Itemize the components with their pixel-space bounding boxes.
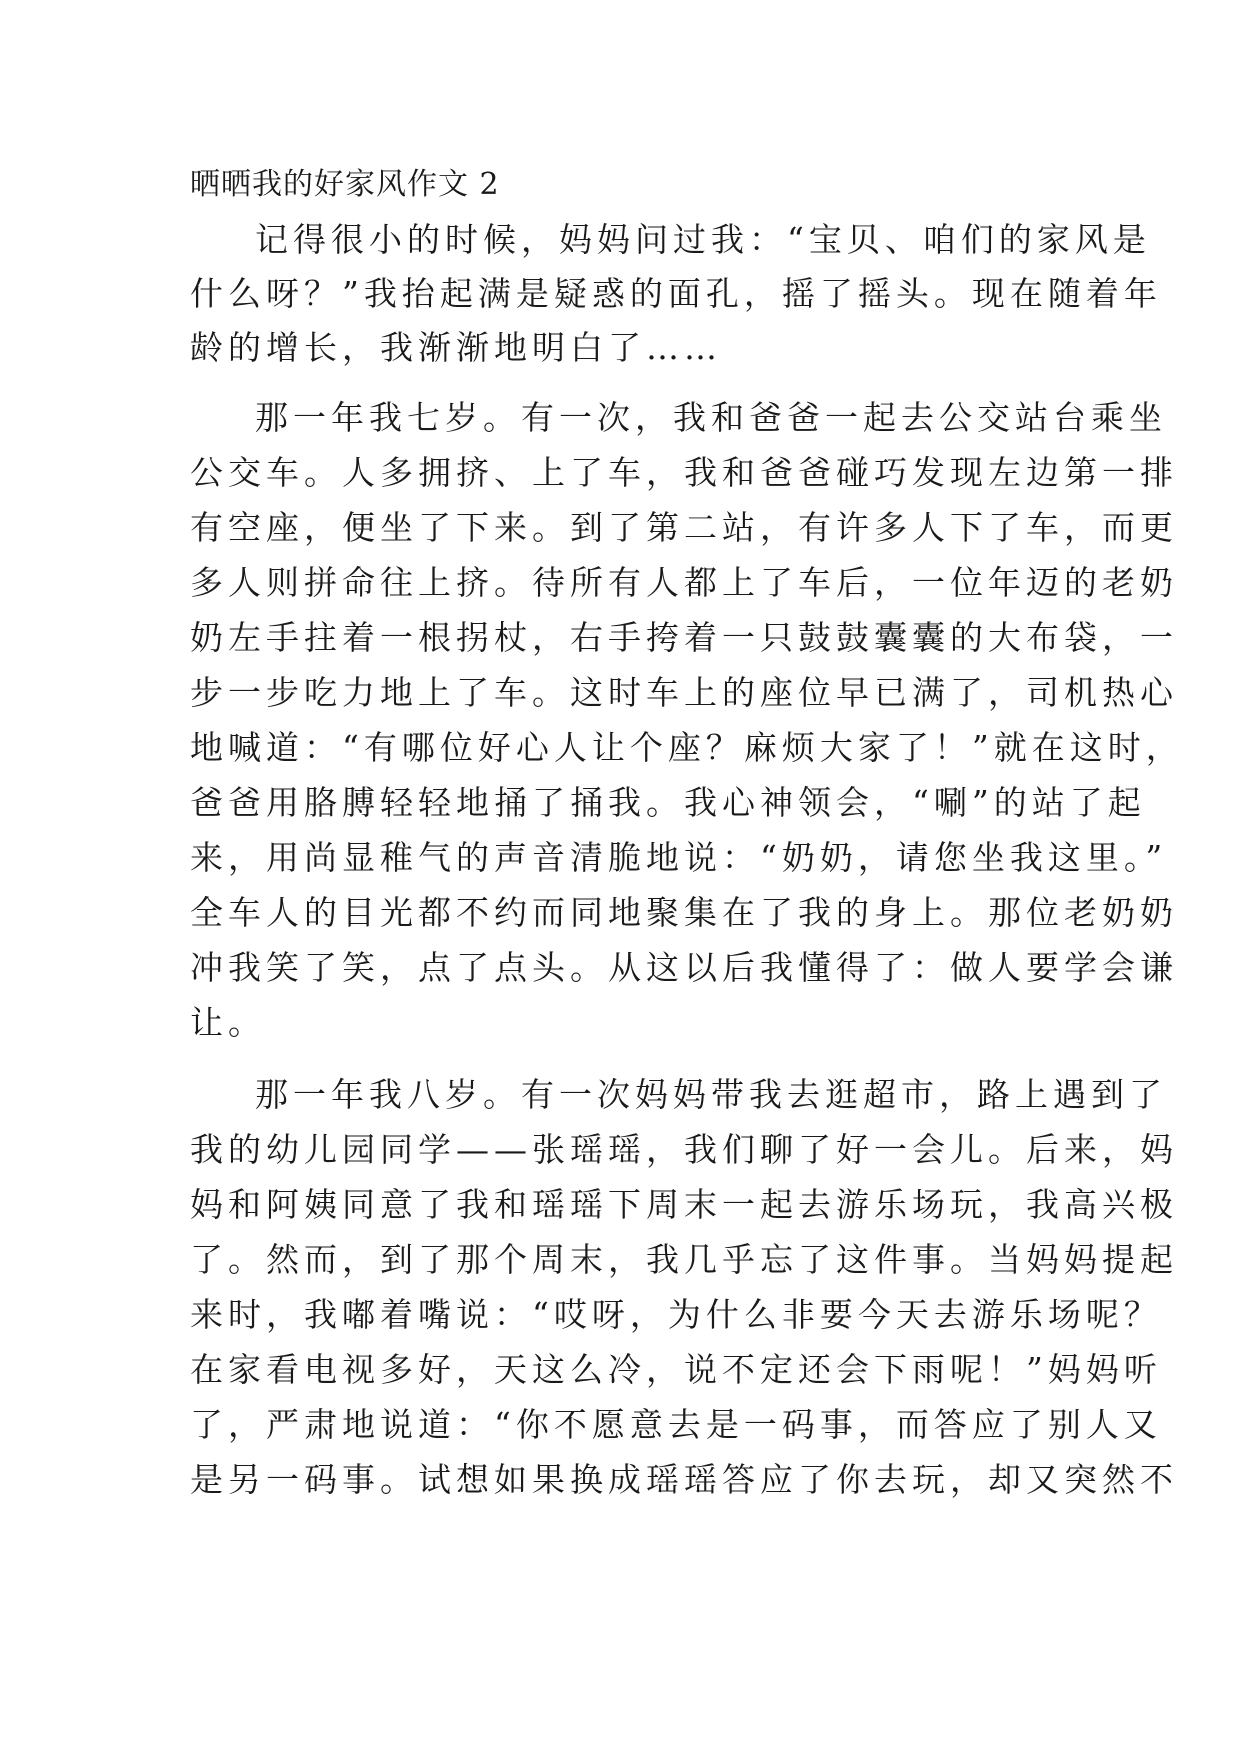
paragraph-line: 有空座，便坐了下来。到了第二站，有许多人下了车，而更 xyxy=(190,508,1178,547)
paragraph-line: 是另一码事。试想如果换成瑶瑶答应了你去玩，却又突然不 xyxy=(190,1460,1178,1499)
paragraph-line: 那一年我七岁。有一次，我和爸爸一起去公交站台乘坐 xyxy=(255,398,1167,437)
paragraph-line: 步一步吃力地上了车。这时车上的座位早已满了，司机热心 xyxy=(190,673,1178,712)
paragraph-line: 妈和阿姨同意了我和瑶瑶下周末一起去游乐场玩，我高兴极 xyxy=(190,1185,1178,1224)
document-title: 晒晒我的好家风作文 2 xyxy=(190,167,500,202)
paragraph-line: 我的幼儿园同学——张瑶瑶，我们聊了好一会儿。后来，妈 xyxy=(190,1130,1178,1169)
paragraph-line: 来，用尚显稚气的声音清脆地说：“奶奶，请您坐我这里。” xyxy=(190,838,1168,877)
paragraph-line: 奶左手拄着一根拐杖，右手挎着一只鼓鼓囊囊的大布袋，一 xyxy=(190,618,1178,657)
paragraph-line: 在家看电视多好，天这么冷，说不定还会下雨呢！”妈妈听 xyxy=(190,1350,1162,1389)
paragraph-line: 冲我笑了笑，点了点头。从这以后我懂得了：做人要学会谦 xyxy=(190,948,1178,987)
paragraph-line: 全车人的目光都不约而同地聚集在了我的身上。那位老奶奶 xyxy=(190,893,1178,932)
paragraph-line: 了，严肃地说道：“你不愿意去是一码事，而答应了别人又 xyxy=(190,1405,1162,1444)
paragraph-line: 记得很小的时候，妈妈问过我：“宝贝、咱们的家风是 xyxy=(255,220,1151,259)
paragraph-line: 多人则拼命往上挤。待所有人都上了车后，一位年迈的老奶 xyxy=(190,563,1178,602)
paragraph-line: 地喊道：“有哪位好心人让个座？麻烦大家了！”就在这时， xyxy=(190,728,1184,767)
paragraph-line: 来时，我嘟着嘴说：“哎呀，为什么非要今天去游乐场呢？ xyxy=(190,1295,1162,1334)
paragraph-line: 爸爸用胳膊轻轻地捅了捅我。我心神领会，“唰”的站了起 xyxy=(190,783,1146,822)
paragraph-line: 什么呀？”我抬起满是疑惑的面孔，摇了摇头。现在随着年 xyxy=(190,274,1162,313)
paragraph-line: 那一年我八岁。有一次妈妈带我去逛超市，路上遇到了 xyxy=(255,1075,1167,1114)
paragraph-line: 让。 xyxy=(190,1003,266,1042)
paragraph-line: 了。然而，到了那个周末，我几乎忘了这件事。当妈妈提起 xyxy=(190,1240,1178,1279)
paragraph-line: 公交车。人多拥挤、上了车，我和爸爸碰巧发现左边第一排 xyxy=(190,453,1178,492)
paragraph-line: 龄的增长，我渐渐地明白了…… xyxy=(190,328,722,367)
